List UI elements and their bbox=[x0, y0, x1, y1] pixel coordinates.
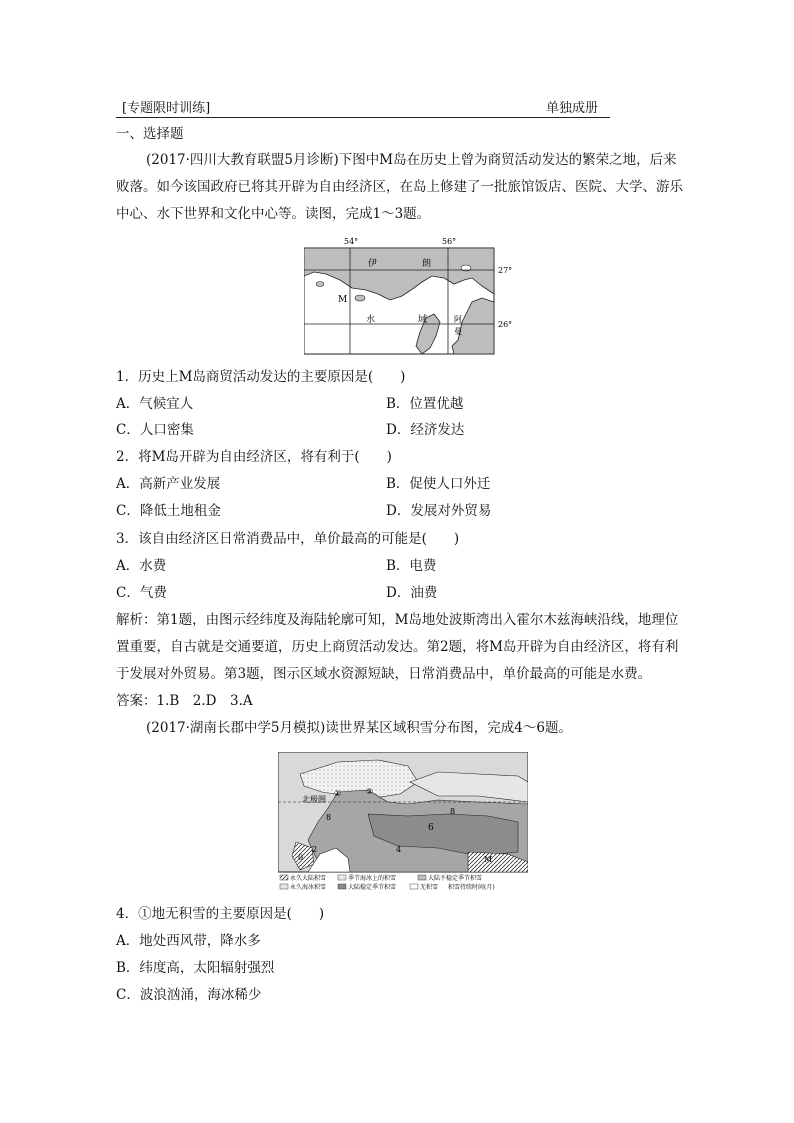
page-header bbox=[116, 97, 610, 118]
q4-stem: 4．①地无积雪的主要原因是( ) bbox=[116, 906, 325, 922]
q3-option-d: D．油费 bbox=[386, 585, 438, 601]
label-2: ② bbox=[366, 787, 374, 796]
header-right: 单独成册 bbox=[545, 101, 598, 116]
q3-option-c: C．气费 bbox=[116, 585, 167, 601]
label-man: 曼 bbox=[454, 327, 462, 336]
intro2-line: (2017·湖南长郡中学5月模拟)读世界某区域积雪分布图，完成4～6题。 bbox=[146, 720, 572, 736]
lon-54: 54° bbox=[344, 237, 359, 246]
legend-permanent-sea-ice: 永久海冰积雪 bbox=[290, 884, 327, 891]
q3-option-a: A．水费 bbox=[116, 558, 167, 574]
label-6: 6 bbox=[428, 823, 434, 833]
label-arctic-circle: 北极圈 bbox=[302, 795, 326, 804]
label-m-snow: M bbox=[484, 855, 493, 864]
q1-option-d: D．经济发达 bbox=[386, 422, 465, 438]
label-yi: 伊 bbox=[368, 259, 378, 269]
label-yu: 域 bbox=[418, 315, 428, 325]
q4-option-a: A．地处西风带，降水多 bbox=[116, 933, 261, 949]
q2-option-b: B．促使人口外迁 bbox=[386, 476, 491, 492]
lon-56: 56° bbox=[442, 237, 457, 246]
section-title: 一、选择题 bbox=[116, 126, 184, 142]
label-1: ① bbox=[334, 789, 342, 798]
analysis-line3: 于发展对外贸易。第3题，图示区域水资源短缺，日常消费品中，单价最高的可能是水费。 bbox=[116, 666, 652, 682]
q4-option-c: C．波浪汹涌，海冰稀少 bbox=[116, 987, 262, 1003]
intro1-line3: 中心、水下世界和文化中心等。读图，完成1～3题。 bbox=[116, 206, 431, 222]
label-0: 0 bbox=[298, 853, 304, 862]
label-2-west: 2 bbox=[312, 845, 318, 854]
q1-stem: 1．历史上M岛商贸活动发达的主要原因是( ) bbox=[116, 369, 406, 385]
q2-option-a: A．高新产业发展 bbox=[116, 476, 221, 492]
q1-option-c: C．人口密集 bbox=[116, 422, 194, 438]
legend-stable-land: 大陆稳定季节积雪 bbox=[348, 884, 397, 891]
legend-unstable-land: 大陆不稳定季节积雪 bbox=[428, 875, 483, 882]
q1-option-a: A．气候宜人 bbox=[116, 396, 194, 412]
answer-line: 答案：1.B 2.D 3.A bbox=[116, 693, 253, 709]
label-8-west: 8 bbox=[326, 813, 332, 822]
legend-permanent-land: 永久大陆积雪 bbox=[290, 875, 327, 882]
legend-no-snow: 无积雪 bbox=[420, 884, 439, 891]
label-lang: 朗 bbox=[422, 259, 432, 269]
lat-27: 27° bbox=[498, 266, 513, 275]
strait-map bbox=[304, 236, 520, 358]
legend-duration: 积雪持续时间(月) bbox=[448, 884, 495, 891]
label-8-east: 8 bbox=[450, 807, 456, 816]
q1-option-b: B．位置优越 bbox=[386, 396, 464, 412]
label-m: M bbox=[338, 295, 348, 305]
analysis-line2: 置重要，自古就是交通要道，历史上商贸活动发达。第2题，将M岛开辟为自由经济区，将有利 bbox=[116, 639, 679, 655]
snow-map bbox=[278, 752, 528, 892]
q2-stem: 2．将M岛开辟为自由经济区，将有利于( ) bbox=[116, 449, 392, 465]
q2-option-d: D．发展对外贸易 bbox=[386, 503, 492, 519]
q2-option-c: C．降低土地租金 bbox=[116, 503, 221, 519]
label-a: 阿 bbox=[454, 315, 462, 324]
label-4: 4 bbox=[396, 845, 402, 854]
label-shui: 水 bbox=[366, 315, 376, 325]
q3-option-b: B．电费 bbox=[386, 558, 437, 574]
q3-stem: 3．该自由经济区日常消费品中，单价最高的可能是( ) bbox=[116, 531, 460, 547]
intro1-line1: (2017·四川大教育联盟5月诊断)下图中M岛在历史上曾为商贸活动发达的繁荣之地，后来 bbox=[146, 152, 677, 168]
header-left: [专题限时训练] bbox=[122, 101, 211, 116]
q4-option-b: B．纬度高，太阳辐射强烈 bbox=[116, 960, 275, 976]
lat-26: 26° bbox=[498, 320, 513, 329]
analysis-line1: 解析：第1题，由图示经纬度及海陆轮廓可知，M岛地处波斯湾出入霍尔木兹海峡沿线，地理位 bbox=[116, 612, 679, 628]
intro1-line2: 败落。如今该国政府已将其开辟为自由经济区，在岛上修建了一批旅馆饭店、医院、大学、游乐 bbox=[116, 179, 683, 195]
legend-seasonal-sea-ice: 季节海冰上的积雪 bbox=[348, 875, 397, 882]
